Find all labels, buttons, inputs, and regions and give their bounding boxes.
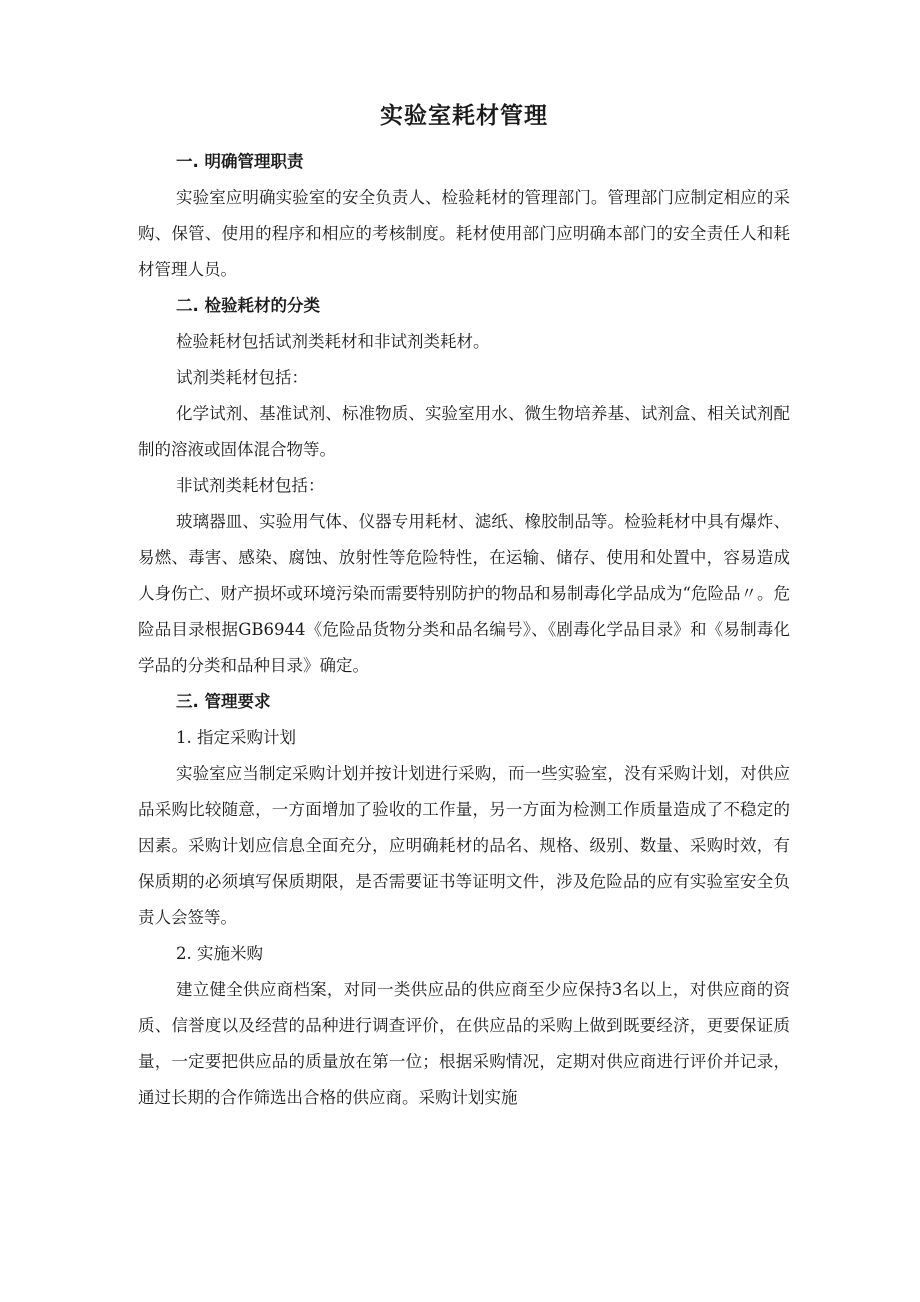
paragraph: 化学试剂、基准试剂、标准物质、实验室用水、微生物培养基、试剂盒、相关试剂配制的溶液或固体混合物等。	[138, 404, 790, 459]
paragraph: 实验室应明确实验室的安全负责人、检验耗材的管理部门。管理部门应制定相应的采购、保管、使用的程序和相应的考核制度。耗材使用部门应明确本部门的安全责任人和耗材管理人员。	[138, 188, 790, 279]
paragraph: 玻璃器皿、实验用气体、仪器专用耗材、滤纸、橡胶制品等。检验耗材中具有爆炸、易燃、毒害、感染、腐蚀、放射性等危险特性，在运输、储存、使用和处置中，容易造成人身伤亡、财产损坏或环境污染而需要特别防护的物品和易制毒化学品成为“危险品〃。危险品目录根据GB6944《危险品货物分类和品名编号》、《剧毒化学品目录》和《易制毒化学品的分类和品种目录》确定。	[138, 512, 790, 675]
subsection-heading: 2. 实施米购	[176, 944, 263, 963]
paragraph: 试剂类耗材包括：	[176, 368, 308, 387]
section-heading-responsibilities: 一. 明确管理职责	[176, 152, 304, 171]
paragraph: 检验耗材包括试剂类耗材和非试剂类耗材。	[176, 332, 490, 351]
paragraph: 非试剂类耗材包括：	[176, 476, 325, 495]
section-heading-requirements: 三. 管理要求	[176, 692, 271, 711]
paragraph: 建立健全供应商档案，对同一类供应品的供应商至少应保持3名以上，对供应商的资质、信誉度以及经营的品种进行调查评价，在供应品的采购上做到既要经济，更要保证质量，一定要把供应品的质量放在第一位；根据采购情况，定期对供应商进行评价并记录，通过长期的合作筛选出合格的供应商。采购计划实施	[138, 980, 790, 1107]
document-page	[138, 98, 790, 1116]
subsection-heading: 1. 指定采购计划	[176, 728, 296, 747]
section-heading-classification: 二. 检验耗材的分类	[176, 296, 321, 315]
paragraph: 实验室应当制定采购计划并按计划进行采购，而一些实验室，没有采购计划，对供应品采购比较随意，一方面增加了验收的工作量，另一方面为检测工作质量造成了不稳定的因素。采购计划应信息全面充分，应明确耗材的品名、规格、级别、数量、采购时效，有保质期的必须填写保质期限，是否需要证书等证明文件，涉及危险品的应有实验室安全负责人会签等。	[138, 764, 790, 927]
document-title: 实验室耗材管理	[380, 103, 548, 129]
